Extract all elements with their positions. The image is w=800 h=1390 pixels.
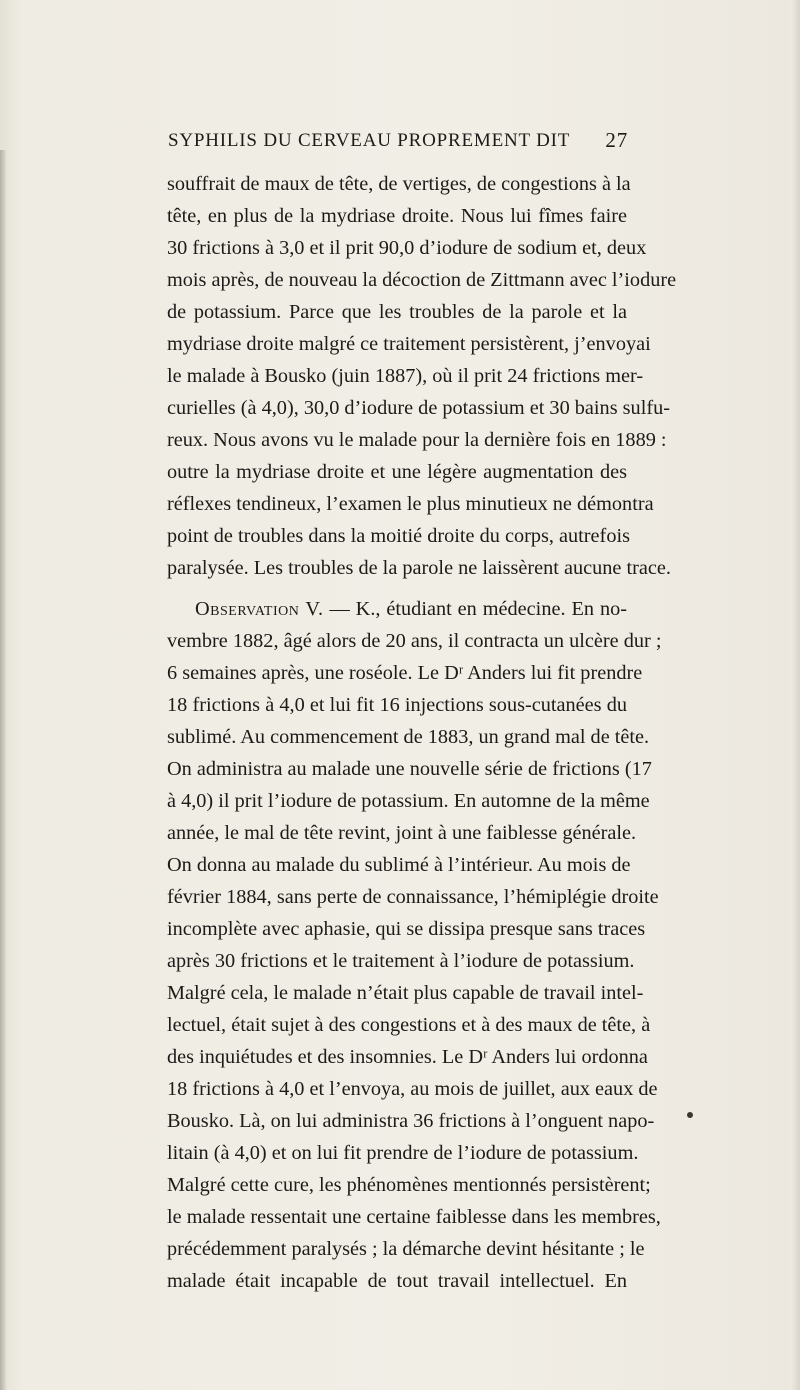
running-title: SYPHILIS DU CERVEAU PROPREMENT DIT [168, 130, 571, 151]
ink-speck [687, 1112, 693, 1118]
text-line: de potassium. Parce que les troubles de la parole et la [167, 301, 627, 323]
text-line: précédemment paralysés ; la démarche devint hésitante ; le [167, 1238, 645, 1260]
text-line: 18 frictions à 4,0 et lui fit 16 injections sous-cutanées du [167, 694, 627, 716]
text-line: 18 frictions à 4,0 et l’envoya, au mois de juillet, aux eaux de [167, 1078, 658, 1100]
text-line: année, le mal de tête revint, joint à une faiblesse générale. [167, 822, 637, 844]
text-line: le malade ressentait une certaine faiblesse dans les membres, [167, 1206, 661, 1228]
text-line: On donna au malade du sublimé à l’intérieur. Au mois de [167, 854, 631, 876]
text-line: outre la mydriase droite et une légère augmentation des [167, 461, 627, 483]
text-line: sublimé. Au commencement de 1883, un grand mal de tête. [167, 726, 650, 748]
text-line: 6 semaines après, une roséole. Le Dʳ Anders lui fit prendre [167, 662, 643, 684]
text-line: point de troubles dans la moitié droite du corps, autrefois [167, 525, 630, 547]
page-number: 27 [605, 128, 628, 152]
text-line: à 4,0) il prit l’iodure de potassium. En automne de la même [167, 790, 650, 812]
observation-intro: — K., étudiant en médecine. En no- [323, 598, 627, 620]
text-line: malade était incapable de tout travail intellectuel. En [167, 1270, 627, 1292]
body-text [167, 168, 677, 1297]
text-line: après 30 frictions et le traitement à l’iodure de potassium. [167, 950, 635, 972]
text-line: litain (à 4,0) et on lui fit prendre de l’iodure de potassium. [167, 1142, 639, 1164]
text-line: des inquiétudes et des insomnies. Le Dʳ Anders lui ordonna [167, 1046, 648, 1068]
text-line: Bousko. Là, on lui administra 36 frictions à l’onguent napo- [167, 1110, 655, 1132]
page-edge-shadow [790, 0, 800, 1390]
text-line: Malgré cela, le malade n’était plus capable de travail intel- [167, 982, 644, 1004]
text-line: Malgré cette cure, les phénomènes mentionnés persistèrent; [167, 1174, 651, 1196]
text-line: mois après, de nouveau la décoction de Zittmann avec l’iodure [167, 269, 677, 291]
text-line: février 1884, sans perte de connaissance, l’hémiplégie droite [167, 886, 659, 908]
text-line: curielles (à 4,0), 30,0 d’iodure de potassium et 30 bains sulfu- [167, 397, 670, 419]
observation-heading-line [167, 593, 627, 625]
paragraph-2 [167, 593, 662, 1297]
text-line: réflexes tendineux, l’examen le plus minutieux ne démontra [167, 493, 654, 515]
text-line: incomplète avec aphasie, qui se dissipa presque sans traces [167, 918, 646, 940]
text-line: reux. Nous avons vu le malade pour la dernière fois en 1889 : [167, 429, 667, 451]
text-line: souffrait de maux de tête, de vertiges, de congestions à la [167, 173, 631, 195]
text-line: lectuel, était sujet à des congestions et à des maux de tête, à [167, 1014, 651, 1036]
running-header [168, 130, 628, 156]
text-line: On administra au malade une nouvelle série de frictions (17 [167, 758, 652, 780]
page-binding-shadow [0, 150, 6, 1390]
text-line: le malade à Bousko (juin 1887), où il prit 24 frictions mer- [167, 365, 644, 387]
paragraph-1 [167, 168, 677, 584]
text-line: paralysée. Les troubles de la parole ne laissèrent aucune trace. [167, 557, 671, 579]
text-line: mydriase droite malgré ce traitement persistèrent, j’envoyai [167, 333, 651, 355]
text-line: tête, en plus de la mydriase droite. Nous lui fîmes faire [167, 205, 627, 227]
text-line: vembre 1882, âgé alors de 20 ans, il contracta un ulcère dur ; [167, 630, 662, 652]
text-line: 30 frictions à 3,0 et il prit 90,0 d’iodure de sodium et, deux [167, 237, 647, 259]
observation-label: Observation V. [195, 598, 324, 620]
